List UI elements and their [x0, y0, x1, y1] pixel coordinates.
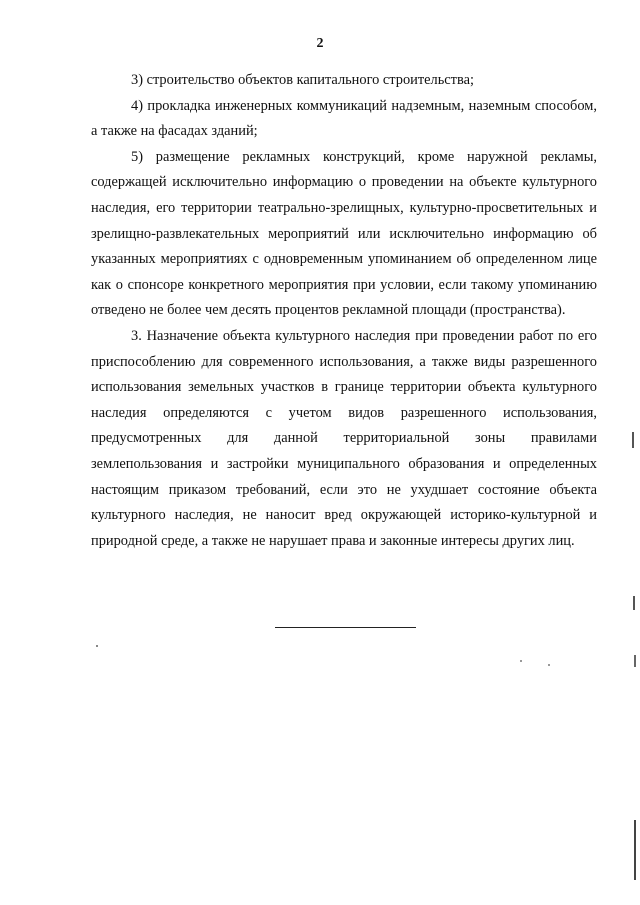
scan-artifact — [633, 596, 635, 610]
scan-artifact — [520, 660, 522, 662]
paragraph-item-3: 3) строительство объектов капитального строительства; — [131, 72, 474, 88]
scan-artifact — [632, 432, 634, 448]
document-body — [91, 68, 597, 554]
paragraph-item-4: 4) прокладка инженерных коммуникаций надземным, наземным способом, а также на фасадах зданий; — [91, 97, 597, 140]
scan-artifact — [634, 655, 636, 667]
scan-artifact — [548, 664, 550, 666]
page-number: 2 — [316, 36, 324, 51]
scan-artifact — [634, 820, 636, 880]
paragraph-section-3: 3. Назначение объекта культурного наследия при проведении работ по его приспособлению для современного использования, а также виды разрешенного использования земельных участков в границе территории объекта культурного наследия определяются с учетом видов разрешенного использования, предусмотренных для данной территориальной зоны правилами землепользования и застройки муниципального образования и определенных настоящим приказом требований, если это не ухудшает состояние объекта культурного наследия, не наносит вред окружающей историко-культурной и природной среде, а также не нарушает права и законные интересы других лиц. — [91, 327, 597, 549]
scan-artifact — [96, 645, 98, 647]
closing-divider-line — [275, 627, 416, 628]
paragraph-item-5: 5) размещение рекламных конструкций, кроме наружной рекламы, содержащей исключительно информацию о проведении на объекте культурного наследия, его территории театрально-зрелищных, культурно-просветительных и зрелищно-развлекательных мероприятий или исключительно информацию об указанных мероприятиях с одновременным упоминанием об определенном лице как о спонсоре конкретного мероприятия при условии, если такому упоминанию отведено не более чем десять процентов рекламной площади (пространства). — [91, 148, 597, 319]
